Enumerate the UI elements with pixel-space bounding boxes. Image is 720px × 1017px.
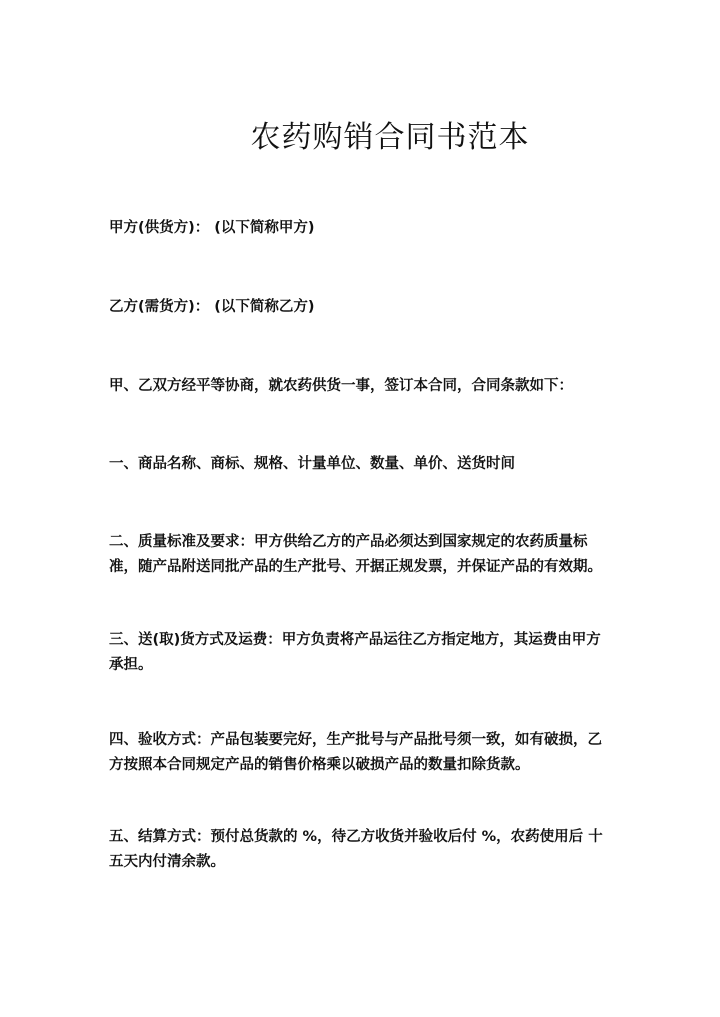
clause-4: 四、验收方式：产品包装要完好，生产批号与产品批号须一致，如有破损，乙方按照本合同规定产品的销售价格乘以破损产品的数量扣除货款。 — [109, 732, 602, 773]
clause-1: 一、商品名称、商标、规格、计量单位、数量、单价、送货时间 — [109, 456, 515, 472]
clause-3: 三、送(取)货方式及运费：甲方负责将产品运往乙方指定地方，其运费由甲方承担。 — [109, 632, 601, 673]
party-b-line: 乙方(需货方)： (以下简称乙方) — [109, 299, 315, 315]
clause-5: 五、结算方式：预付总货款的 %，待乙方收货并验收后付 %，农药使用后 十五天内付清余款。 — [109, 829, 603, 870]
clause-2: 二、质量标准及要求：甲方供给乙方的产品必须达到国家规定的农药质量标准，随产品附送同批产品的生产批号、开据正规发票，并保证产品的有效期。 — [109, 534, 602, 575]
party-a-line: 甲方(供货方)： (以下简称甲方) — [109, 220, 315, 236]
intro-paragraph: 甲、乙双方经平等协商，就农药供货一事，签订本合同，合同条款如下： — [109, 378, 573, 394]
document-title: 农药购销合同书范本 — [250, 120, 530, 155]
